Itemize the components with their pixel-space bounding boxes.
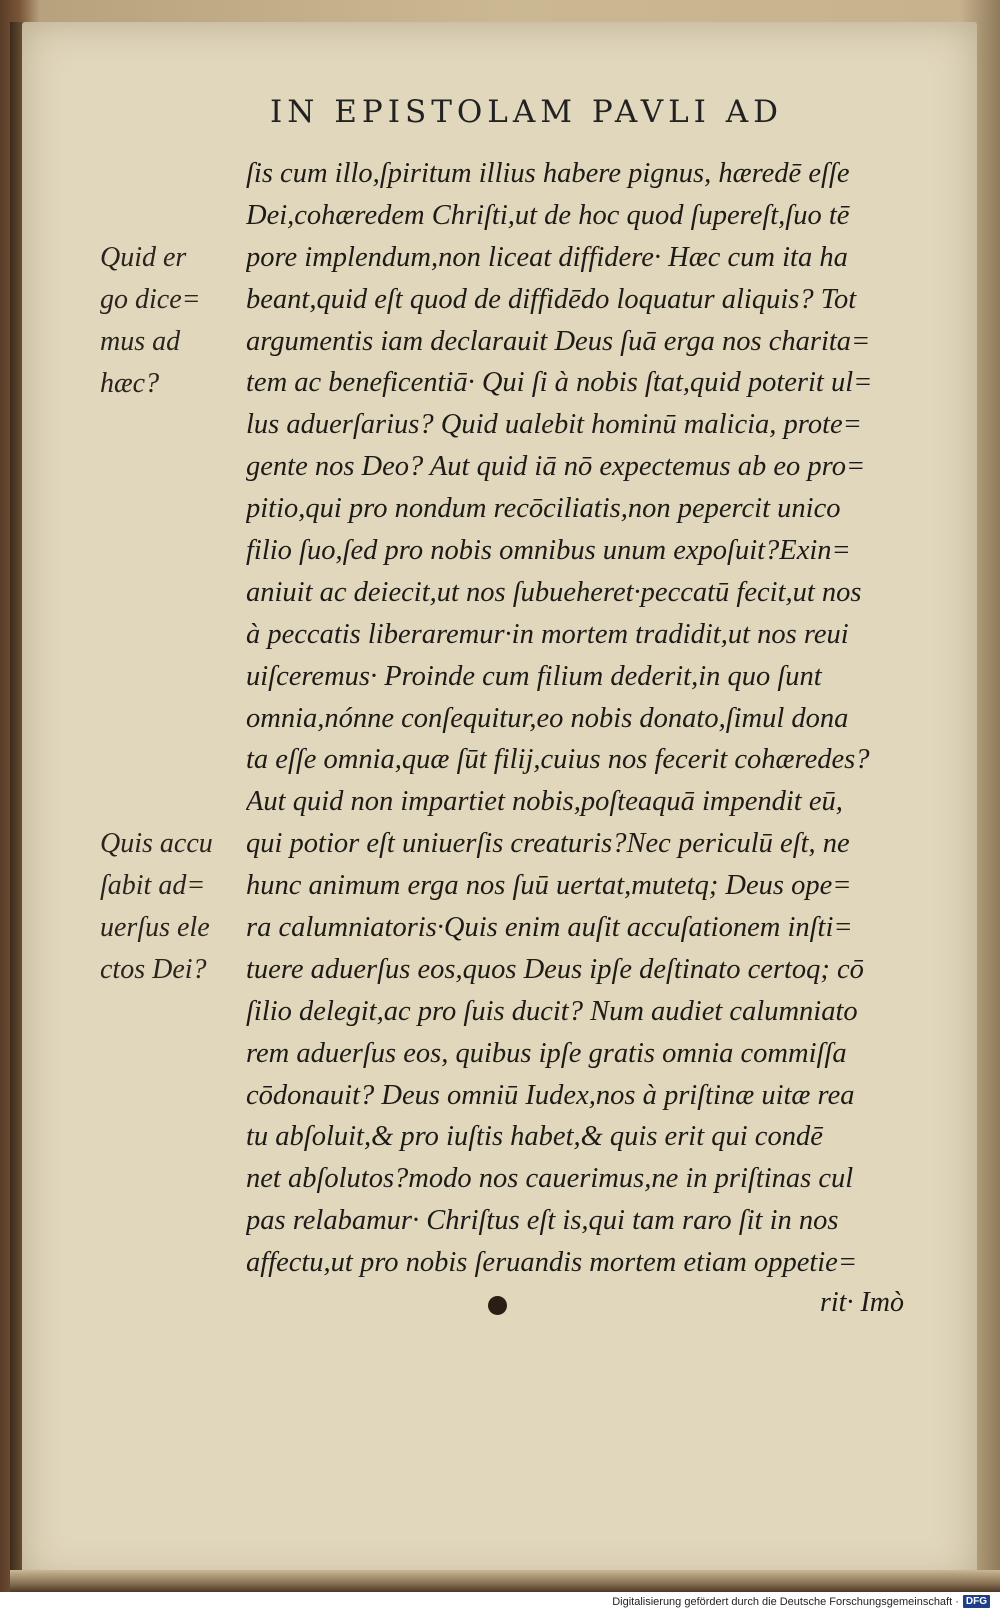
body-text [246,153,926,1284]
text-line: ſis cum illo,ſpiritum illius habere pignus, hæredē eſſe [246,158,850,189]
margin-note-line: mus ad [100,325,181,357]
text-line: net abſolutos?modo nos cauerimus,ne in priſtinas cul [246,1163,854,1195]
text-line: Dei,cohæredem Chriſti,ut de hoc quod ſupereſt,ſuo tē [246,199,850,231]
text-line: cōdonauit? Deus omniū Iudex,nos à priſtinæ uitæ rea [246,1079,855,1111]
text-line: ra calumniatoris·Quis enim auſit accuſationem inſti= [246,912,853,944]
margin-note-quis-accusabit [100,823,250,991]
text-line: pitio,qui pro nondum recōciliatis,non pepercit unico [246,493,841,525]
text-line: argumentis iam declarauit Deus ſuā erga nos charita= [246,325,871,357]
margin-note-line: ctos Dei? [100,953,207,985]
text-line: ta eſſe omnia,quæ ſūt filij,cuius nos fecerit cohæredes? [246,744,870,776]
text-line: hunc animum erga nos ſuū uertat,mutetq; Deus ope= [246,870,852,902]
catchword: rit· Imò [820,1287,904,1318]
text-line: pas relabamur· Chriſtus eſt is,qui tam raro ſit in nos [246,1205,839,1237]
text-line: beant,quid eſt quod de diffidēdo loquatur aliquis? Tot [246,283,857,315]
text-line: tu abſoluit,& pro iuſtis habet,& quis erit qui condē [246,1121,823,1153]
text-line: ſilio delegit,ac pro ſuis ducit? Num audiet calumniato [246,995,858,1027]
dfg-logo: DFG [963,1595,990,1608]
margin-note-line: Quis accu [100,828,213,859]
text-line: Aut quid non impartiet nobis,poſteaquā impendit eū, [246,786,843,818]
margin-note-quid-ergo [100,237,250,405]
text-line: affectu,ut pro nobis ſeruandis mortem etiam oppetie= [246,1247,858,1279]
text-line: rem aduerſus eos, quibus ipſe gratis omnia commiſſa [246,1037,847,1069]
text-line: pore implendum,non liceat diffidere· Hæc cum ita ha [246,241,848,273]
text-line: tem ac beneficentiā· Qui ſi à nobis ſtat,quid poterit ul= [246,367,873,399]
running-title: IN EPISTOLAM PAVLI AD [270,94,784,130]
text-line: qui potior eſt uniuerſis creaturis?Nec periculū eſt, ne [246,828,850,860]
credit-text: Digitalisierung gefördert durch die Deutsche Forschungsgemeinschaft · [612,1595,959,1608]
text-line: omnia,nónne conſequitur,eo nobis donato,ſimul dona [246,702,849,734]
text-line: tuere aduerſus eos,quos Deus ipſe deſtinato certoq; cō [246,953,864,985]
digitization-credit [612,1595,990,1608]
printer-ornament-dot [488,1296,507,1315]
margin-note-line: hæc? [100,367,160,399]
text-line: aniuit ac deiecit,ut nos ſubueheret·peccatū fecit,ut nos [246,576,862,608]
margin-note-line: Quid er [100,242,187,273]
page-bottom-edge [10,1570,1000,1592]
margin-note-line: ſabit ad= [100,869,206,901]
text-line: lus aduerſarius? Quid ualebit hominū malicia, prote= [246,409,862,441]
text-line: à peccatis liberaremur·in mortem tradidit,ut nos reui [246,618,849,650]
text-line: uiſceremus· Proinde cum filium dederit,in quo ſunt [246,660,822,692]
text-line: gente nos Deo? Aut quid iā nō expectemus ab eo pro= [246,451,866,483]
margin-note-line: uerſus ele [100,911,210,943]
margin-note-line: go dice= [100,283,201,315]
text-line: filio ſuo,ſed pro nobis omnibus unum expoſuit?Exin= [246,535,851,567]
